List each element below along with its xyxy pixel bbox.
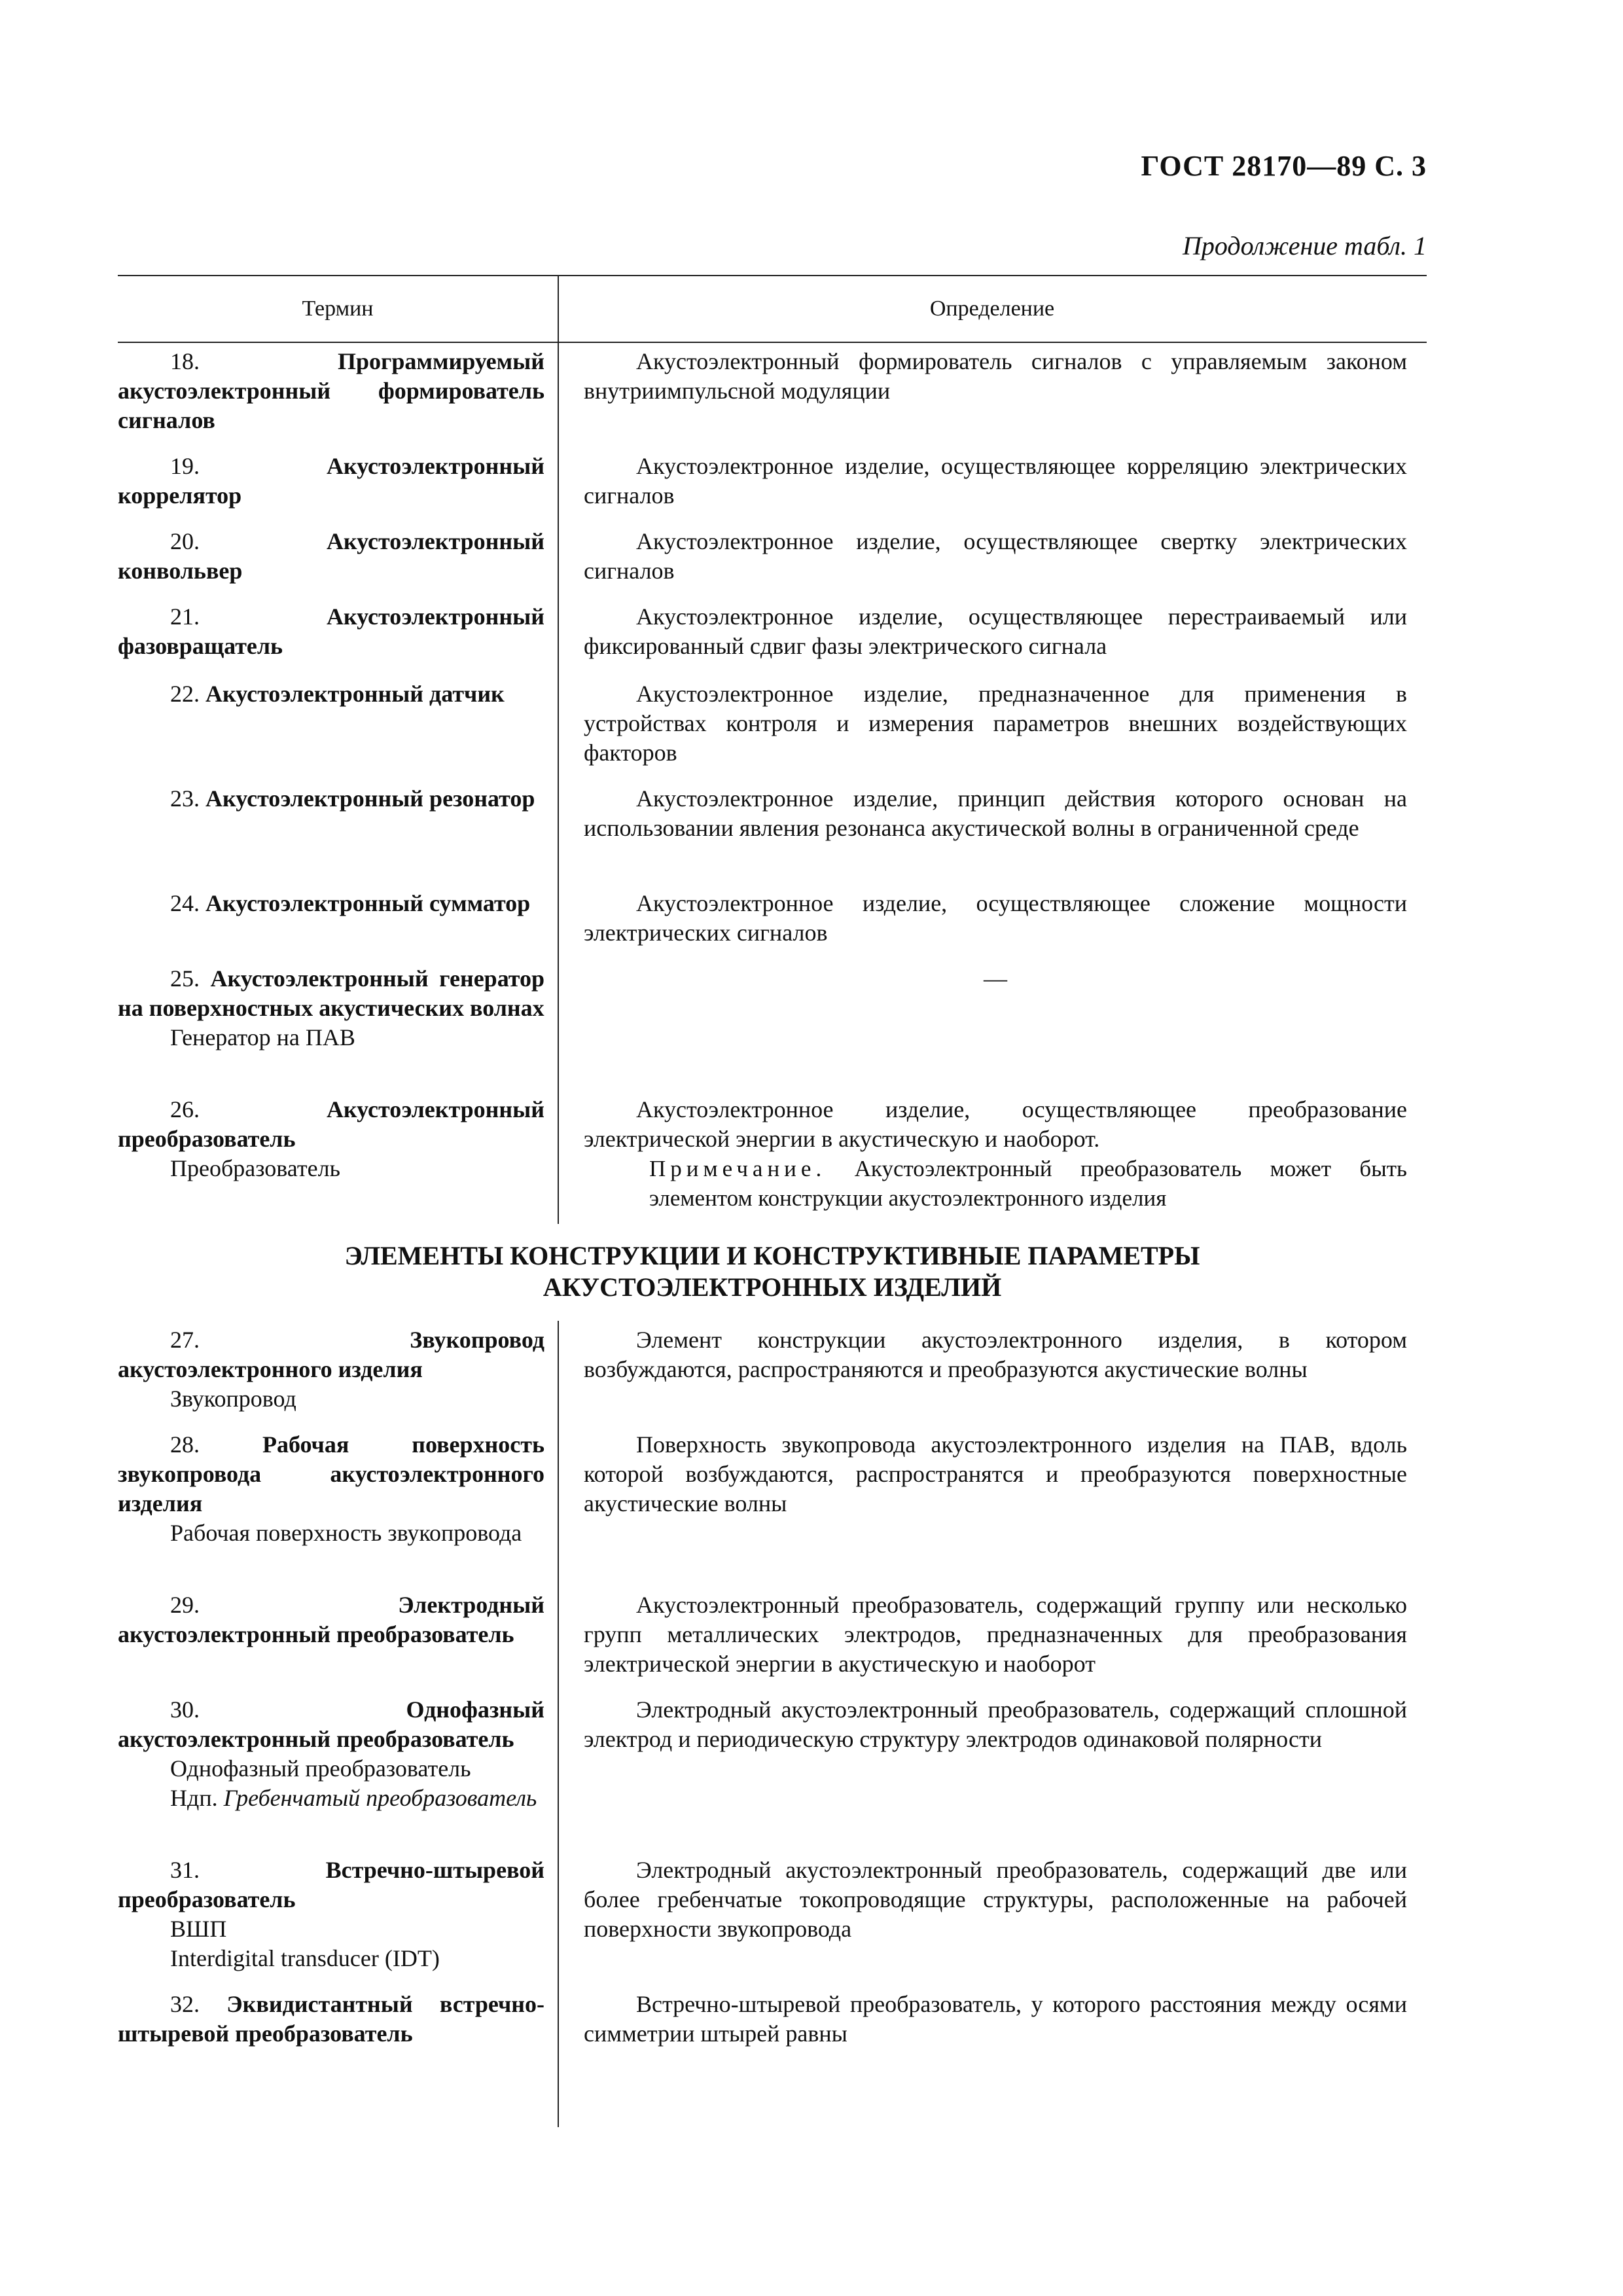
term-cell [118,889,558,964]
term-synonym: Преобразователь [170,1155,340,1181]
column-header-definition: Определение [929,296,1055,321]
term-number: 21. [170,603,200,630]
term-synonym: Генератор на ПАВ [170,1024,355,1050]
definition-cell [558,679,1414,784]
definition-text: Акустоэлектронное изделие, предназначенное для применения в устройствах контроля и измерения параметров внешних воздействующих факторов [584,681,1407,766]
term-name: Акустоэлектронный коррелятор [118,453,544,509]
term-name: Рабочая поверхность звукопровода акустоэлектронного изделия [118,1431,544,1516]
term-number: 29. [170,1592,200,1618]
table-row [118,784,1427,889]
definition-text: Электродный акустоэлектронный преобразователь, содержащий сплошной электрод и периодическую структуру электродов одинаковой полярности [584,1696,1407,1752]
definition-text: Акустоэлектронное изделие, осуществляющее перестраиваемый или фиксированный сдвиг фазы электрического сигнала [584,603,1407,659]
definition-cell [558,784,1414,889]
ndp-label: Ндп. [170,1785,218,1811]
term-number: 18. [170,348,200,374]
term-cell [118,452,558,527]
definition-text: Электродный акустоэлектронный преобразователь, содержащий две или более гребенчатые токопроводящие структуры, расположенные на рабочей поверхности звукопровода [584,1857,1407,1942]
term-name: Встречно-штыревой преобразователь [118,1857,544,1912]
term-synonym-english: Interdigital transducer (IDT) [170,1945,440,1971]
term-cell [118,1430,558,1590]
definition-cell [558,1590,1414,1695]
table-row [118,347,1427,452]
table-row [118,602,1427,679]
definition-cell [558,964,1414,1095]
term-cell [118,602,558,679]
table-row [118,1590,1427,1695]
definition-cell [558,1990,1414,2062]
term-name: Звукопровод акустоэлектронного изделия [118,1327,544,1382]
definition-text: Элемент конструкции акустоэлектронного изделия, в котором возбуждаются, распространяются и преобразуются акустические волны [584,1327,1407,1382]
term-cell [118,964,558,1095]
term-number: 19. [170,453,200,479]
section-title [118,1240,1427,1303]
term-number: 30. [170,1696,200,1723]
term-number: 20. [170,528,200,554]
note-label: Примечание. [649,1156,827,1181]
definition-cell [558,1430,1414,1590]
term-cell [118,1095,558,1226]
definition-cell [558,1325,1414,1430]
ndp-term: Гребенчатый преобразователь [223,1785,537,1811]
term-name: Электродный акустоэлектронный преобразователь [118,1592,544,1647]
definition-text: Поверхность звукопровода акустоэлектронного изделия на ПАВ, вдоль которой возбуждаются, распространятся и преобразуются поверхностные акустические волны [584,1431,1407,1516]
table-row [118,1430,1427,1590]
definition-cell [558,602,1414,679]
definition-cell [558,452,1414,527]
table-header [118,275,1427,343]
term-name: Акустоэлектронный сумматор [205,890,531,916]
term-number: 22. [170,681,200,707]
definition-cell [558,889,1414,964]
term-cell [118,1325,558,1430]
table-row [118,1856,1427,1990]
term-name: Акустоэлектронный датчик [205,681,505,707]
definition-cell [558,527,1414,602]
definition-cell [558,1095,1414,1226]
term-cell [118,1590,558,1695]
term-synonym: ВШП [170,1916,227,1942]
term-name: Акустоэлектронный фазовращатель [118,603,544,659]
term-cell [118,1695,558,1856]
definition-cell [558,1695,1414,1856]
definition-text: Акустоэлектронное изделие, осуществляющее преобразование электрической энергии в акустическую и наоборот. [584,1096,1407,1152]
definition-cell [558,1856,1414,1990]
section-title-line1: ЭЛЕМЕНТЫ КОНСТРУКЦИИ И КОНСТРУКТИВНЫЕ ПАРАМЕТРЫ [344,1241,1200,1270]
term-cell [118,679,558,784]
definition-text: Акустоэлектронное изделие, принцип действия которого основан на использовании явления резонанса акустической волны в ограниченной среде [584,785,1407,841]
term-number: 27. [170,1327,200,1353]
definition-cell [558,347,1414,452]
term-number: 26. [170,1096,200,1122]
table-row [118,1325,1427,1430]
table-row [118,679,1427,784]
term-name: Акустоэлектронный резонатор [205,785,535,812]
table-body-block2 [118,1325,1427,2062]
term-number: 25. [170,965,200,992]
definition-text: Встречно-штыревой преобразователь, у которого расстояния между осями симметрии штырей равны [584,1991,1407,2047]
term-cell [118,347,558,452]
definition-note [584,1154,1407,1213]
section-title-line2: АКУСТОЭЛЕКТРОННЫХ ИЗДЕЛИЙ [543,1272,1002,1302]
table-row [118,527,1427,602]
definition-text: Акустоэлектронное изделие, осуществляющее сложение мощности электрических сигналов [584,890,1407,946]
table-row [118,964,1427,1095]
term-cell [118,1990,558,2062]
table-continuation-label: Продолжение табл. 1 [1182,231,1427,260]
table-row [118,1095,1427,1226]
term-number: 32. [170,1991,200,2017]
term-name: Акустоэлектронный преобразователь [118,1096,544,1152]
term-synonym: Рабочая поверхность звукопровода [170,1520,522,1546]
term-synonym: Однофазный преобразователь [170,1755,471,1782]
term-deprecated [118,1784,544,1813]
term-name: Акустоэлектронный конвольвер [118,528,544,584]
page-header: ГОСТ 28170—89 С. 3 [1141,150,1427,182]
term-number: 24. [170,890,200,916]
term-cell [118,527,558,602]
table-row [118,1695,1427,1856]
term-number: 28. [170,1431,200,1458]
term-cell [118,784,558,889]
table-row [118,889,1427,964]
term-number: 31. [170,1857,200,1883]
column-header-term: Термин [302,296,374,321]
term-name: Программируемый акустоэлектронный формирователь сигналов [118,348,544,433]
definition-text: Акустоэлектронный формирователь сигналов с управляемым законом внутриимпульсной модуляции [584,348,1407,404]
definition-text: Акустоэлектронное изделие, осуществляющее свертку электрических сигналов [584,528,1407,584]
definition-text: Акустоэлектронное изделие, осуществляющее корреляцию электрических сигналов [584,453,1407,509]
term-name: Эквидистантный встречно-штыревой преобразователь [118,1991,544,2047]
term-name: Однофазный акустоэлектронный преобразователь [118,1696,544,1752]
table-row [118,452,1427,527]
table-row [118,1990,1427,2062]
definition-text: — [984,965,1007,992]
column-divider-header [558,275,559,340]
term-number: 23. [170,785,200,812]
term-name: Акустоэлектронный генератор на поверхностных акустических волнах [118,965,544,1021]
table-body-block1 [118,347,1427,1226]
definition-text: Акустоэлектронный преобразователь, содержащий группу или несколько групп металлических электродов, предназначенных для преобразования электрической энергии в акустическую и наоборот [584,1592,1407,1677]
term-cell [118,1856,558,1990]
note-text: Акустоэлектронный преобразователь может быть элементом конструкции акустоэлектронного изделия [649,1156,1408,1211]
term-synonym: Звукопровод [170,1386,296,1412]
